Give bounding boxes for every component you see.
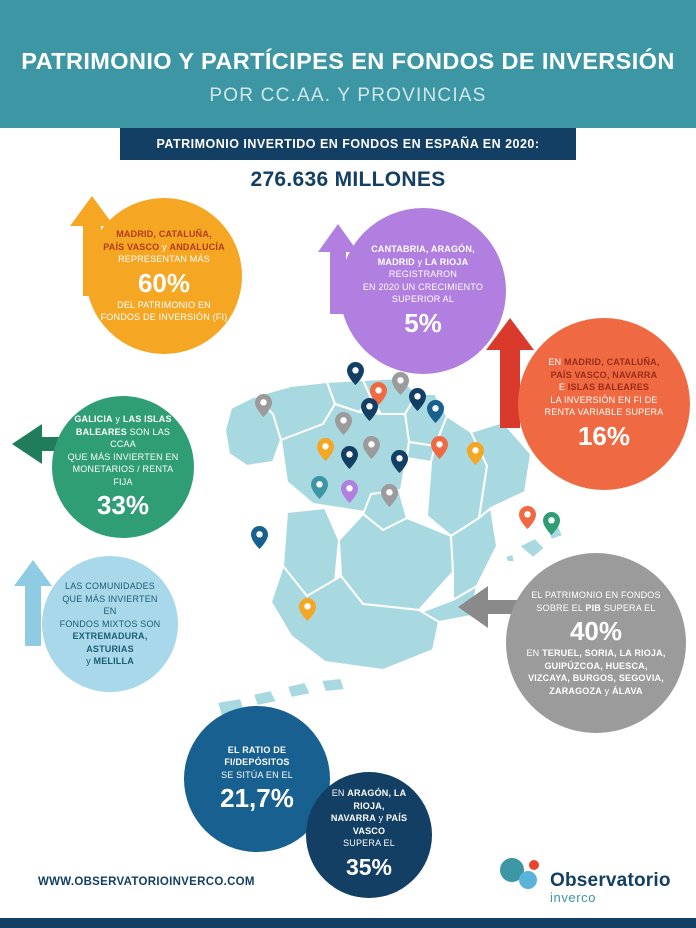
bubble-red-orange-text: EN MADRID, CATALUÑA, PAÍS VASCO, NAVARRA E ISLAS BALEARES LA INVERSIÓN EN FI DE RENTA VARIABLE SUPERA: [544, 357, 664, 418]
bubble-red-orange: [518, 318, 690, 490]
brand-sub: inverco: [550, 890, 597, 905]
map-pin[interactable]: [431, 436, 448, 459]
map-pin[interactable]: [311, 476, 328, 499]
map-pin[interactable]: [392, 372, 409, 395]
map-pin[interactable]: [381, 484, 398, 507]
brand-name: Observatorio: [550, 870, 671, 891]
map-pin[interactable]: [409, 388, 426, 411]
bubble-gray-value: 40%: [569, 616, 623, 646]
map-pin[interactable]: [341, 446, 358, 469]
map-pin[interactable]: [347, 362, 364, 385]
bubble-orange-value: 60%: [137, 267, 191, 298]
footer-url[interactable]: WWW.OBSERVATORIOINVERCO.COM: [38, 876, 255, 888]
page-subtitle: POR CC.AA. Y PROVINCIAS: [209, 85, 487, 106]
bubble-green: [52, 396, 194, 538]
bubble-purple-text: CANTABRIA, ARAGÓN, MADRID y LA RIOJA REGISTRARON EN 2020 UN CRECIMIENTO SUPERIOR AL: [362, 244, 484, 305]
map-pin[interactable]: [467, 442, 484, 465]
page-title: PATRIMONIO Y PARTÍCIPES EN FONDOS DE INVERSIÓN: [21, 48, 675, 74]
bubble-navy-value: 35%: [345, 853, 393, 880]
bubble-gray: [506, 553, 686, 733]
map-pin[interactable]: [427, 400, 444, 423]
banner-label: PATRIMONIO INVERTIDO EN FONDOS EN ESPAÑA EN 2020:: [156, 137, 540, 151]
bubble-green-text: GALICIA y LAS ISLAS BALEARES SON LAS CCAA QUE MÁS INVIERTEN EN MONETARIOS / RENTA FIJA: [67, 414, 179, 487]
bubble-navy: [306, 772, 432, 898]
bubble-lightblue-text: LAS COMUNIDADES QUE MÁS INVIERTEN EN FONDOS MIXTOS SON EXTREMADURA, ASTURIAS y MELILLA: [59, 581, 161, 667]
bubble-orange-footnote: DEL PATRIMONIO EN FONDOS DE INVERSIÓN (FI): [100, 299, 228, 323]
bubble-purple: [340, 208, 506, 374]
banner: [120, 128, 576, 160]
bubble-orange: [86, 198, 242, 354]
map-pin[interactable]: [391, 450, 408, 473]
bottom-bar: [0, 918, 696, 928]
banner-amount: 276.636 MILLONES: [250, 168, 446, 191]
map-pin[interactable]: [543, 512, 560, 535]
bubble-darkblue-value: 21,7%: [220, 783, 294, 814]
map-pin[interactable]: [335, 412, 352, 435]
bubble-darkblue-text: EL RATIO DE FI/DEPÓSITOS SE SITÚA EN EL: [221, 744, 293, 780]
map-pin[interactable]: [519, 506, 536, 529]
map-pin[interactable]: [363, 436, 380, 459]
map-pin[interactable]: [361, 398, 378, 421]
bubble-orange-text: MADRID, CATALUÑA, PAÍS VASCO y ANDALUCÍA REPRESENTAN MÁS: [103, 229, 225, 265]
map-pin[interactable]: [255, 394, 272, 417]
brand-logo: [498, 848, 678, 904]
map-pin[interactable]: [341, 480, 358, 503]
bubble-red-orange-value: 16%: [577, 420, 631, 451]
bubble-lightblue: [42, 556, 178, 692]
bubble-purple-value: 5%: [404, 307, 442, 338]
bubble-green-value: 33%: [96, 490, 150, 520]
map-pin[interactable]: [317, 438, 334, 461]
header-band: [0, 0, 696, 128]
logo-mark-icon: [498, 856, 542, 900]
map-pin[interactable]: [251, 526, 268, 549]
bubble-gray-text: EL PATRIMONIO EN FONDOS SOBRE EL PIB SUPERA EL: [531, 590, 661, 613]
bubble-gray-footnote: EN TERUEL, SORIA, LA RIOJA, GUIPÚZCOA, HUESCA, VIZCAYA, BURGOS, SEGOVIA, ZARAGOZA y ÁLAVA: [526, 648, 666, 696]
map-pin[interactable]: [299, 598, 316, 621]
bubble-navy-text: EN ARAGÓN, LA RIOJA, NAVARRA y PAÍS VASCO SUPERA EL: [330, 788, 408, 849]
